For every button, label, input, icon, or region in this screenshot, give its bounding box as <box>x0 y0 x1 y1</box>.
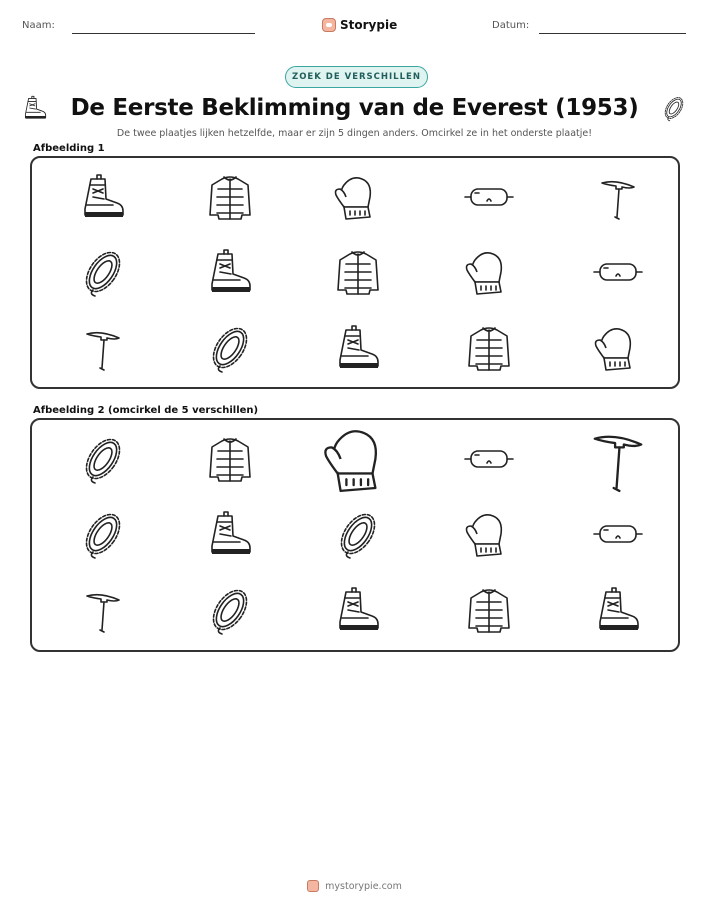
mitten-icon[interactable] <box>328 431 388 487</box>
picture-1-panel <box>30 156 680 389</box>
brand-name: Storypie <box>340 18 398 32</box>
picture-1-label: Afbeelding 1 <box>33 143 105 154</box>
goggles-icon <box>588 244 648 300</box>
footer-site: mystorypie.com <box>325 880 402 892</box>
jacket-icon <box>459 320 519 376</box>
jacket-icon[interactable] <box>200 431 260 487</box>
mitten-icon <box>328 169 388 225</box>
name-label: Naam: <box>22 20 55 31</box>
ice-axe-icon <box>73 320 133 376</box>
boot-icon <box>73 169 133 225</box>
rope-icon[interactable] <box>200 582 260 638</box>
boot-icon <box>328 320 388 376</box>
boot-icon[interactable] <box>328 582 388 638</box>
storypie-logo-icon <box>307 880 319 892</box>
jacket-icon <box>200 169 260 225</box>
name-field[interactable] <box>72 33 255 34</box>
boot-icon <box>19 93 51 123</box>
ice-axe-icon <box>588 169 648 225</box>
boot-icon <box>200 244 260 300</box>
header <box>0 16 709 40</box>
picture-2-panel[interactable] <box>30 418 680 652</box>
mitten-icon <box>588 320 648 376</box>
storypie-logo-icon <box>322 18 336 32</box>
ice-axe-icon[interactable] <box>588 431 648 487</box>
boot-icon[interactable] <box>588 582 648 638</box>
instructions: De twee plaatjes lijken hetzelfde, maar er zijn 5 dingen anders. Omcirkel ze in het onderste plaatje! <box>116 128 593 139</box>
page-title: De Eerste Beklimming van de Everest (1953) <box>70 95 639 121</box>
footer <box>0 880 709 892</box>
title-row <box>0 90 709 126</box>
rope-icon <box>73 244 133 300</box>
rope-icon <box>658 93 690 123</box>
rope-icon[interactable] <box>73 506 133 562</box>
goggles-icon <box>459 169 519 225</box>
date-label: Datum: <box>492 20 530 31</box>
ice-axe-icon[interactable] <box>73 582 133 638</box>
rope-icon[interactable] <box>328 506 388 562</box>
picture-2-label: Afbeelding 2 (omcirkel de 5 verschillen) <box>33 405 259 416</box>
date-field[interactable] <box>539 33 686 34</box>
jacket-icon <box>328 244 388 300</box>
rope-icon <box>200 320 260 376</box>
mitten-icon[interactable] <box>459 506 519 562</box>
brand-logo <box>322 16 397 34</box>
activity-badge: ZOEK DE VERSCHILLEN <box>285 66 428 88</box>
boot-icon[interactable] <box>200 506 260 562</box>
jacket-icon[interactable] <box>459 582 519 638</box>
goggles-icon[interactable] <box>588 506 648 562</box>
rope-icon[interactable] <box>73 431 133 487</box>
mitten-icon <box>459 244 519 300</box>
goggles-icon[interactable] <box>459 431 519 487</box>
